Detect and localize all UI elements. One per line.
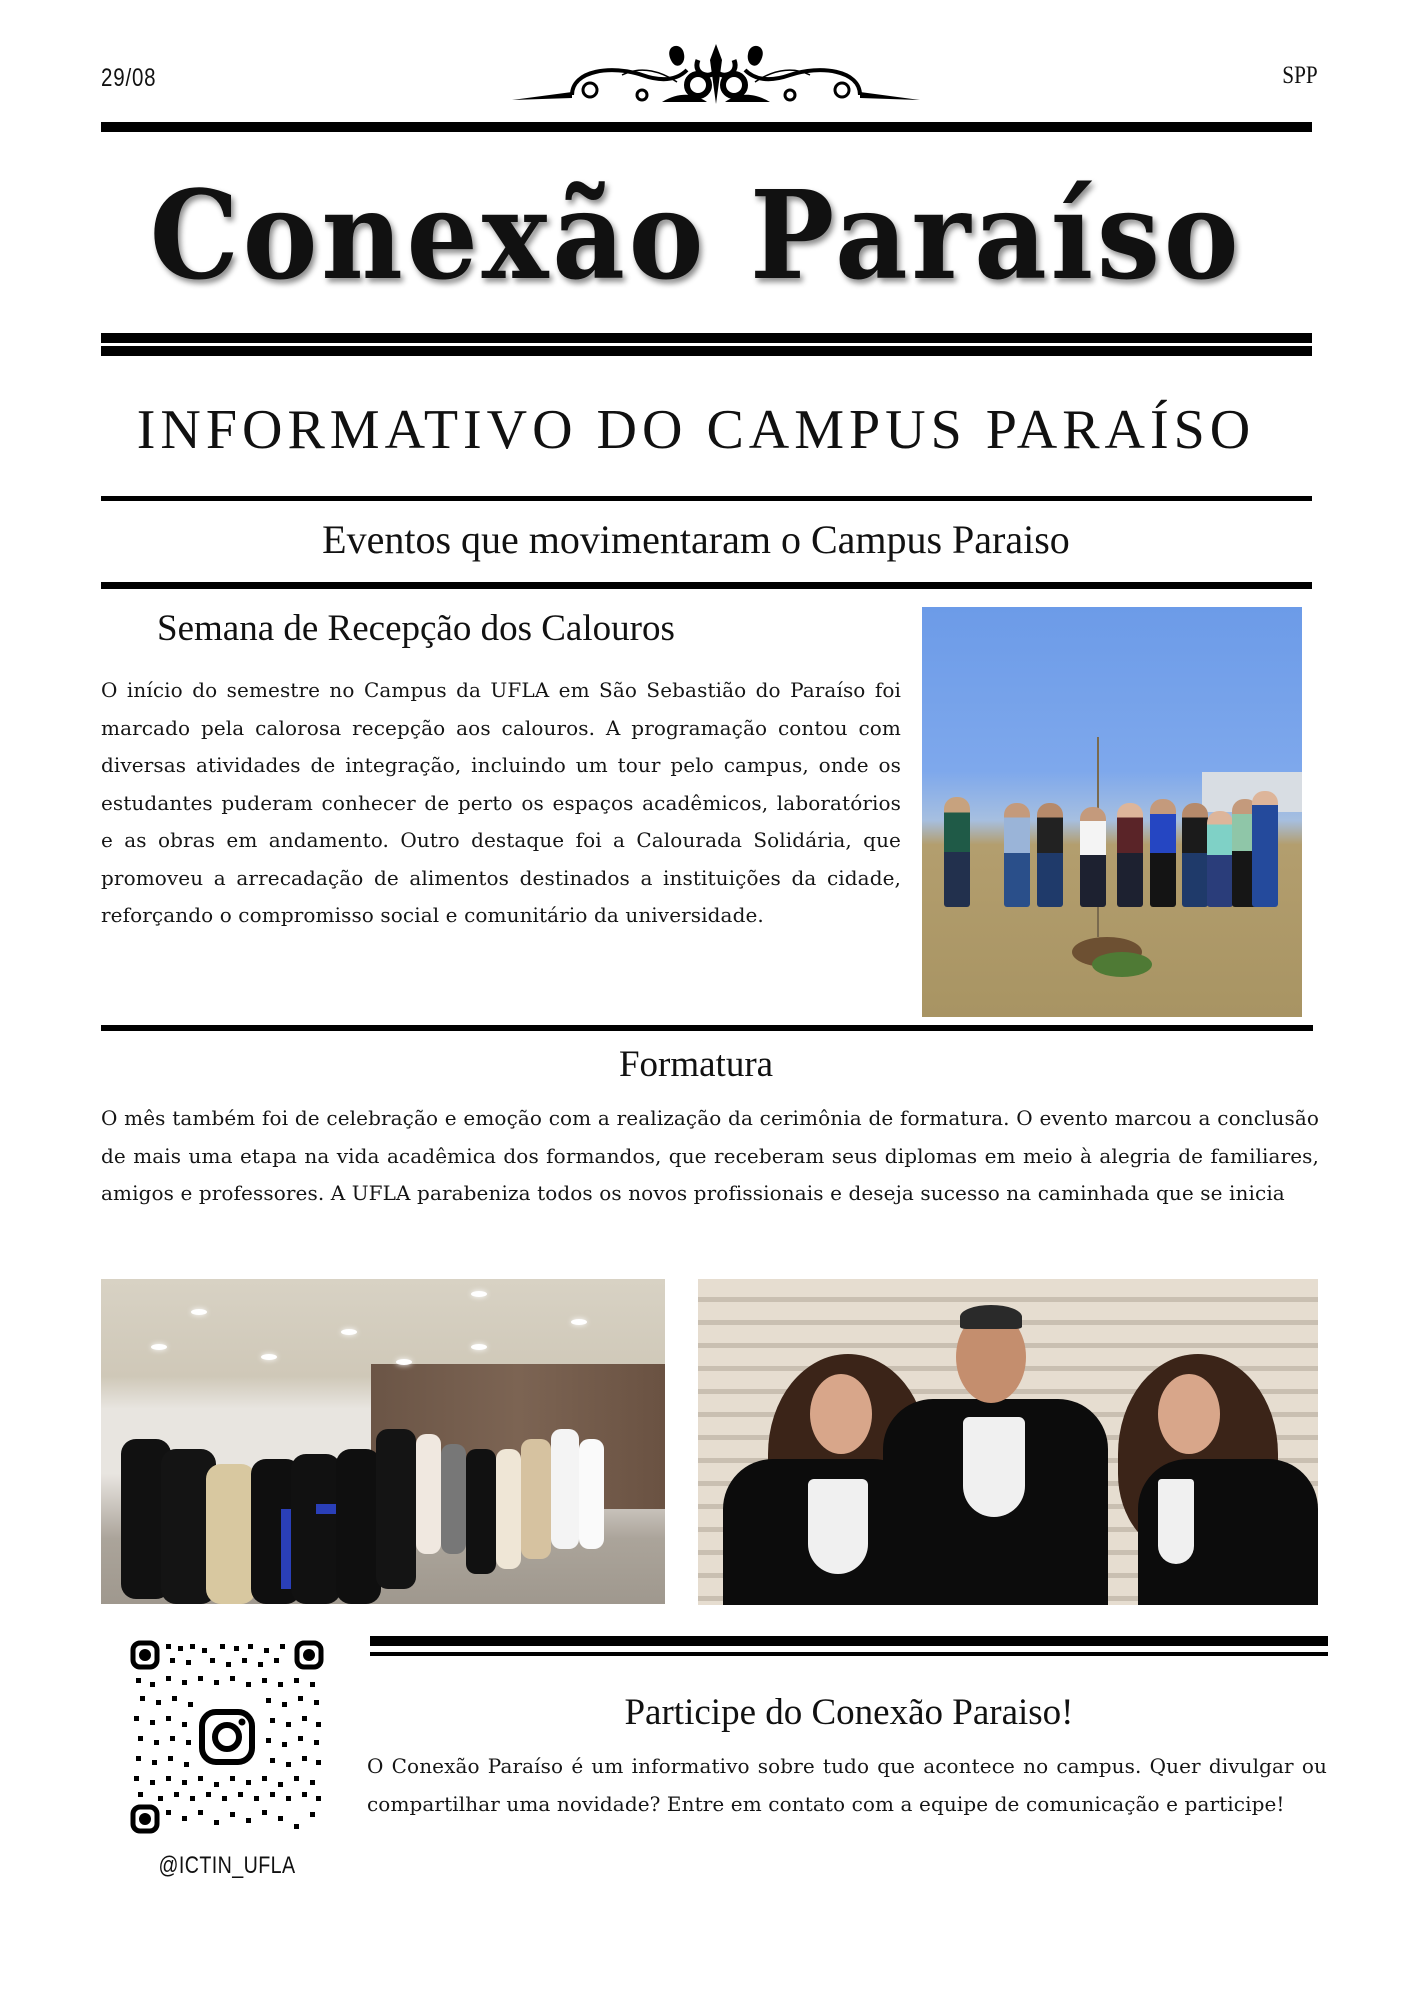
cta-title: Participe do Conexão Paraiso!	[624, 1692, 1074, 1733]
section-headline: Eventos que movimentaram o Campus Paraiso	[322, 517, 1070, 562]
cta-body: O Conexão Paraíso é um informativo sobre tudo que acontece no campus. Quer divulgar ou compartilhar uma novidade? Entre em contato com a equipe de comunicação e participe!	[367, 1754, 1327, 1816]
photo-ceiling-light	[571, 1319, 587, 1325]
photo-calouros-group	[922, 607, 1302, 1017]
photo-person	[1037, 803, 1063, 907]
divider-top	[101, 122, 1312, 132]
ornament-flourish-icon	[512, 40, 920, 108]
photo-person	[944, 797, 970, 907]
photo-person	[1252, 791, 1278, 907]
article-body-formatura: O mês também foi de celebração e emoção com a realização da cerimônia de formatura. O evento marcou a conclusão de mais uma etapa na vida acadêmica dos formandos, que receberam seus diplomas em meio à alegria de familiares, amigos e professores. A UFLA parabeniza todos os novos profissionais e deseja sucesso na caminhada que se inicia	[101, 1106, 1319, 1205]
photo-ceiling-light	[471, 1344, 487, 1350]
divider-subtitle	[101, 496, 1312, 501]
divider-section	[101, 582, 1312, 589]
divider-article	[101, 1025, 1313, 1031]
masthead-title: Conexão Paraíso	[149, 163, 1243, 307]
photo-hair	[960, 1305, 1022, 1329]
photo-person	[1080, 807, 1106, 907]
photo-person	[1004, 803, 1030, 907]
photo-person	[1207, 811, 1233, 907]
newsletter-subtitle: INFORMATIVO DO CAMPUS PARAÍSO	[136, 399, 1256, 461]
photo-ceiling-light	[151, 1344, 167, 1350]
article-title-formatura: Formatura	[618, 1044, 774, 1085]
photo-ceiling-light	[341, 1329, 357, 1335]
photo-ceiling-light	[471, 1291, 487, 1297]
divider-double-1a	[101, 333, 1312, 343]
photo-person	[1117, 803, 1143, 907]
divider-footer-b	[370, 1652, 1328, 1656]
issue-date: 29/08	[101, 64, 157, 92]
article-body-calouros: O início do semestre no Campus da UFLA em São Sebastião do Paraíso foi marcado pela calorosa recepção aos calouros. A programação contou com diversas atividades de integração, incluindo um tour pelo campus, onde os estudantes puderam conhecer de perto os espaços acadêmicos, laboratórios e as obras em andamento. Outro destaque foi a Calourada Solidária, que promoveu a arrecadação de alimentos destinados a instituições da cidade, reforçando o compromisso social e comunitário da universidade.	[101, 678, 901, 927]
photo-formatura-ceremony	[101, 1279, 665, 1604]
photo-jabot	[808, 1479, 868, 1574]
photo-jabot	[963, 1417, 1025, 1517]
divider-footer-a	[370, 1636, 1328, 1646]
photo-person	[1150, 799, 1176, 907]
photo-face	[1158, 1374, 1220, 1454]
photo-person	[1182, 803, 1208, 907]
photo-ceiling-light	[396, 1359, 412, 1365]
instagram-qr-code-icon[interactable]	[130, 1640, 324, 1834]
edition-label: SPP	[1282, 62, 1318, 89]
photo-ceiling-light	[261, 1354, 277, 1360]
photo-ceiling-light	[191, 1309, 207, 1315]
photo-graduates-portrait	[698, 1279, 1318, 1605]
photo-jabot	[1158, 1479, 1194, 1564]
divider-double-1b	[101, 346, 1312, 356]
photo-face	[810, 1374, 872, 1454]
instagram-handle[interactable]: @ICTIN_UFLA	[158, 1852, 296, 1879]
photo-graduates-crowd	[111, 1429, 651, 1604]
photo-grass	[1092, 952, 1152, 977]
article-title-calouros: Semana de Recepção dos Calouros	[157, 608, 675, 649]
